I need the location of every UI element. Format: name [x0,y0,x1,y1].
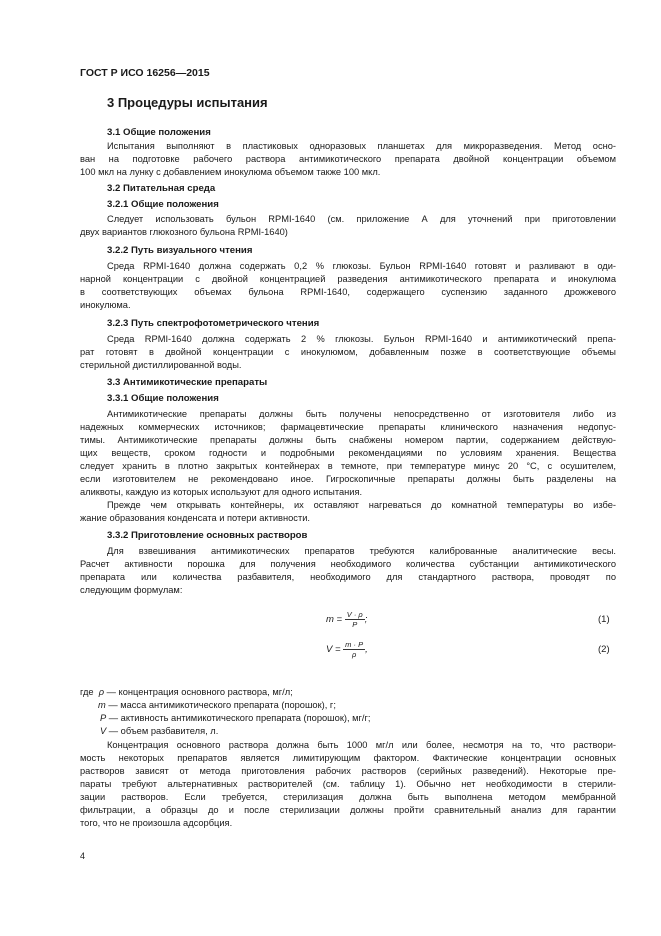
text-line: препарата или количества разбавителя, необходимого для стандартного раствора, проводят по [80,572,616,582]
fraction [345,610,365,629]
equation-number: (2) [598,644,610,655]
text-line: жание образования конденсата и потери активности. [80,513,310,523]
text-line: двух вариантов глюкозного бульона RPMI-1640) [80,227,288,237]
legend-text: — масса антимикотического препарата (порошок), г; [108,700,336,710]
text-line: Расчет активности порошка для получения необходимого количества субстанции антимикотического [80,559,616,569]
legend-symbol: V [100,726,107,736]
paragraph [80,545,616,597]
formula-lhs: V = [326,644,341,656]
paragraph [80,333,616,372]
text-line: 100 мкл на лунку с добавлением инокулюма объемом также 100 мкл. [80,167,381,177]
numerator: m · P [345,640,364,649]
text-line: растворов зависят от метода приготовления рабочих растворов (серийных разведений). Некоторые пре- [80,766,616,776]
text-line: рат готовят в двойной концентрации с инокулюмом, добавленным позже в соответствующие объемы [80,347,616,357]
text-line: мость некоторых препаратов является лимитирующим фактором. Фактические концентрации основных [80,753,616,763]
legend-symbol: P [100,713,107,723]
text-line: щих веществ, сроком годности и подробными рекомендациями по условиям хранения. Вещества [80,448,616,458]
heading-3-2-1: 3.2.1 Общие положения [107,199,219,210]
text-line: аликвоты, каждую из которых используют для одного испытания. [80,487,363,497]
text-line: следует хранить в плотно закрытых контейнерах в темноте, при температуре минус 20 °С, с осушителем, [80,461,616,471]
paragraph [80,260,616,312]
heading-3-1: 3.1 Общие положения [107,127,211,138]
heading-3-2: 3.2 Питательная среда [107,183,216,194]
legend-item [80,725,371,738]
denominator: P [352,620,358,629]
formula-punct: , [365,644,368,656]
text-line: фильтрации, а образцы до и после стерилизации должны пройти сравнительный анализ для гарантии [80,805,616,815]
text-line: Среда RPMI-1640 должна содержать 2 % глюкозы. Бульон RPMI-1640 и антимикотический препа- [107,334,616,344]
text-line: Прежде чем открывать контейнеры, их оставляют нагреваться до комнатной температуры во избе- [107,500,616,510]
text-line: инокулюма. [80,300,131,310]
legend-where: где [80,687,94,697]
text-line: зации растворов. Если требуется, стерилизация должна быть выполнена методом мембранной [80,792,616,802]
text-line: тимы. Антимикотические препараты должны быть снабжены номером партии, содержанием действую- [80,435,616,445]
paragraph [80,140,616,179]
heading-3-3: 3.3 Антимикотические препараты [107,377,268,388]
formula-punct: ; [364,614,368,626]
text-line: Для взвешивания антимикотических препаратов требуются калиброванные аналитические весы. [107,546,616,556]
legend-symbol: ρ [98,687,105,697]
legend-text: — концентрация основного раствора, мг/л; [106,687,293,697]
text-line: Концентрация основного раствора должна быть 1000 мг/л или более, несмотря на то, что раствори- [107,740,616,750]
section-heading: 3 Процедуры испытания [107,95,268,110]
denominator: ρ [351,650,357,659]
legend-item [80,686,371,699]
paragraph [80,213,616,239]
legend-item [80,699,371,712]
document-header: ГОСТ Р ИСО 16256—2015 [80,67,210,79]
text-line: Среда RPMI-1640 должна содержать 0,2 % глюкозы. Бульон RPMI-1640 готовят и разливают в оди- [107,261,616,271]
text-line: Испытания выполняют в пластиковых одноразовых планшетах для микроразведения. Метод осно- [107,141,616,151]
text-line: надежных коммерческих источников; фармацевтические препараты клинического назначения недопус- [80,422,616,432]
formula-1 [326,610,367,629]
heading-3-3-1: 3.3.1 Общие положения [107,393,219,404]
formula-lhs: m = [326,614,343,626]
numerator: V · ρ [346,610,363,619]
text-line: в соответствующих объемах бульона RPMI-1640, содержащего суспензию заданного дрожжевого [80,287,616,297]
text-line: ван на подготовке рабочего раствора антимикотического препарата двойной концентрации объемом [80,154,616,164]
heading-3-2-3: 3.2.3 Путь спектрофотометрического чтения [107,318,320,329]
text-line: Антимикотические препараты должны быть получены непосредственно от изготовителя либо из [107,409,616,419]
page-number: 4 [80,851,86,861]
heading-3-3-2: 3.3.2 Приготовление основных растворов [107,530,308,541]
paragraph [80,739,616,830]
heading-3-2-2: 3.2.2 Путь визуального чтения [107,245,253,256]
variable-legend [80,686,371,738]
text-line: стерильной дистиллированной воды. [80,360,242,370]
fraction [343,640,365,659]
formula-2 [326,640,368,659]
text-line: нарной концентрации с двойной концентрацией разведения антимикотического препарата и инокулюма [80,274,616,284]
legend-text: — активность антимикотического препарата (порошок), мг/г; [108,713,371,723]
legend-item [80,712,371,725]
text-line: Следует использовать бульон RPMI-1640 (см. приложение А для уточнений при приготовлении [107,214,616,224]
text-line: параты требуют альтернативных растворителей (см. таблицу 1). Обычно нет необходимости в стерили- [80,779,616,789]
text-line: того, что не произошла адсорбция. [80,818,233,828]
paragraph [80,408,616,499]
text-line: если изготовителем не рекомендовано иное. Гигроскопичные препараты должны быть разделены на [80,474,616,484]
legend-symbol: m [98,700,106,710]
equation-number: (1) [598,614,610,625]
paragraph [80,499,616,525]
legend-text: — объем разбавителя, л. [108,726,219,736]
text-line: следующим формулам: [80,585,183,595]
